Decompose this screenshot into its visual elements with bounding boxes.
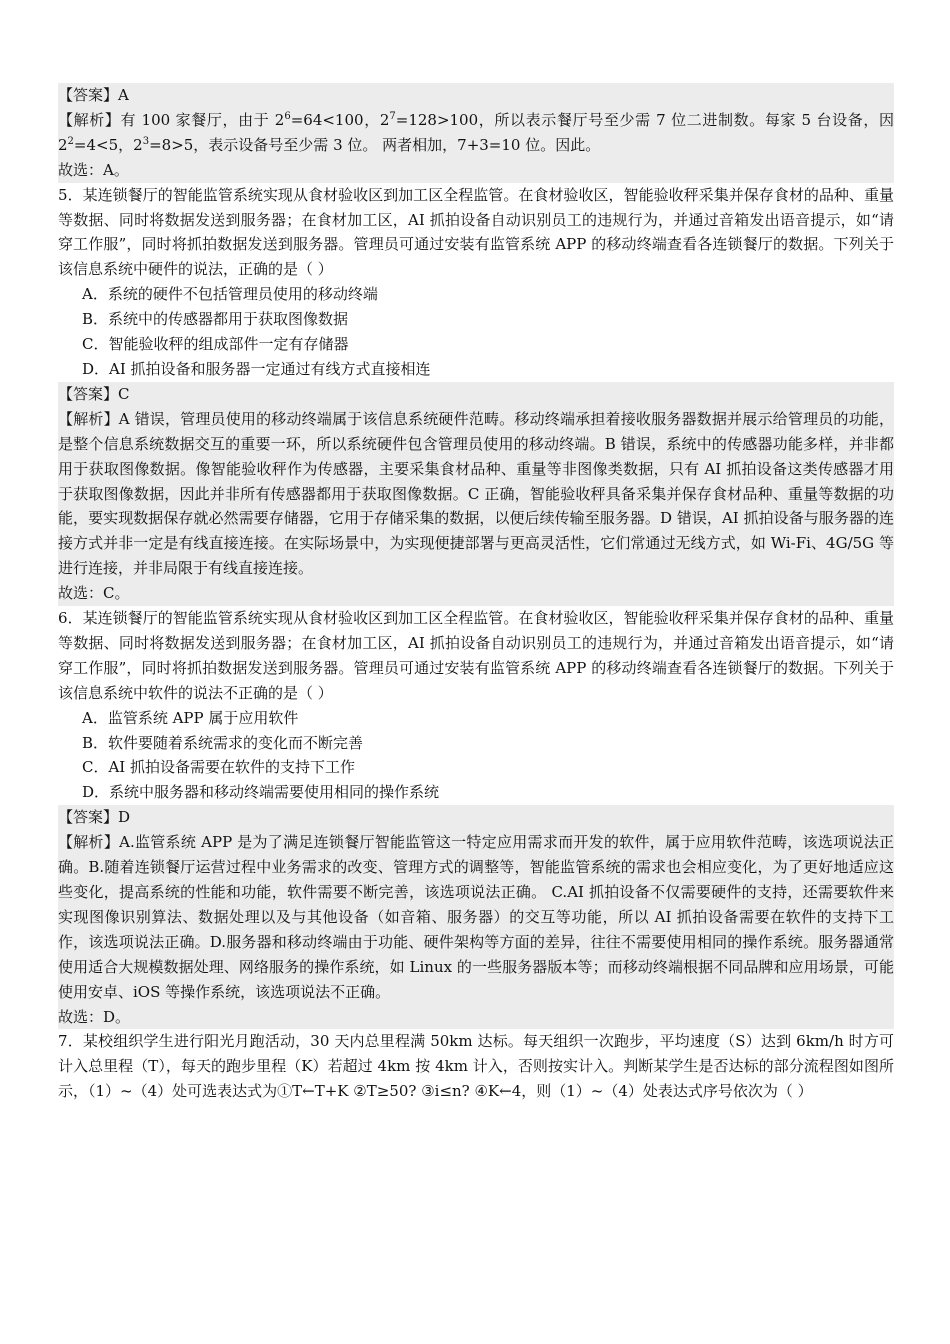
q5-option-c: C．智能验收秤的组成部件一定有存储器	[82, 335, 349, 354]
q4-explanation-part: 【解析】有 100 家餐厅，由于 2	[58, 110, 285, 129]
q5-option-d: D．AI 抓拍设备和服务器一定通过有线方式直接相连	[82, 359, 431, 378]
q5-answer-block	[58, 382, 894, 606]
exponent: 3	[142, 135, 150, 147]
q4-explanation-part: =4<5，2	[73, 135, 143, 154]
q4-explanation-part: =128>100，所以表示餐厅号至少需 7 位二进制数。每家 5 台设备，因 2	[58, 110, 894, 154]
q4-answer: 【答案】A	[58, 86, 129, 104]
exponent: 7	[389, 110, 396, 122]
q4-explanation-part: =64<100，2	[290, 110, 390, 129]
q4-conclusion: 故选：A。	[58, 160, 129, 179]
q7-stem: 7．某校组织学生进行阳光月跑活动，30 天内总里程满 50km 达标。每天组织一次跑步，平均速度（S）达到 6km/h 时方可计入总里程（T），每天的跑步里程（K）若超过 4km 按 4km 计入，否则按实计入。判断某学生是否达标的部分流程图如图所示，（1）~（4）处可选表达式为①T←T+K ②T≥50? ③i≤n? ④K←4，则（1）~（4）处表达式序号依次为（ ）	[58, 1032, 894, 1101]
q4-answer-block	[58, 83, 894, 183]
q6-option-b: B．软件要随着系统需求的变化而不断完善	[82, 733, 364, 752]
q5-option-b: B．系统中的传感器都用于获取图像数据	[82, 310, 349, 329]
q6-option-a: A．监管系统 APP 属于应用软件	[82, 708, 299, 727]
q5-conclusion: 故选：C。	[58, 584, 130, 603]
document-body	[58, 83, 894, 1104]
q4-explanation	[58, 108, 894, 158]
exponent: 6	[284, 110, 291, 122]
q5-stem: 5．某连锁餐厅的智能监管系统实现从食材验收区到加工区全程监管。在食材验收区，智能验收秤采集并保存食材的品种、重量等数据、同时将数据发送到服务器；在食材加工区，AI 抓拍设备自动识别员工的违规行为，并通过音箱发出语音提示，如“请穿工作服”，同时将抓拍数据发送到服务器。管理员可通过安装有监管系统 APP 的移动终端查看各连锁餐厅的数据。下列关于该信息系统中硬件的说法，正确的是（ ）	[58, 185, 894, 279]
q5-explanation: 【解析】A 错误，管理员使用的移动终端属于该信息系统硬件范畴。移动终端承担着接收服务器数据并展示给管理员的功能，是整个信息系统数据交互的重要一环，所以系统硬件包含管理员使用的移动终端。B 错误，系统中的传感器功能多样，并非都用于获取图像数据。像智能验收秤作为传感器，主要采集食材品种、重量等非图像类数据，只有 AI 抓拍设备这类传感器才用于获取图像数据，因此并非所有传感器都用于获取图像数据。C 正确，智能验收秤具备采集并保存食材品种、重量等数据的功能，要实现数据保存就必然需要存储器，它用于存储采集的数据，以便后续传输至服务器。D 错误，AI 抓拍设备与服务器的连接方式并非一定是有线直接连接。在实际场景中，为实现便捷部署与更高灵活性，它们常通过无线方式，如 Wi-Fi、4G/5G 等进行连接，并非局限于有线直接连接。	[58, 409, 894, 578]
q6-explanation: 【解析】A.监管系统 APP 是为了满足连锁餐厅智能监管这一特定应用需求而开发的软件，属于应用软件范畴，该选项说法正确。B.随着连锁餐厅运营过程中业务需求的改变、管理方式的调整等，智能监管系统的需求也会相应变化，为了更好地适应这些变化，提高系统的性能和功能，软件需要不断完善，该选项说法正确。 C.AI 抓拍设备不仅需要硬件的支持，还需要软件来实现图像识别算法、数据处理以及与其他设备（如音箱、服务器）的交互等功能，所以 AI 抓拍设备需要在软件的支持下工作，该选项说法正确。D.服务器和移动终端由于功能、硬件架构等方面的差异，往往不需要使用相同的操作系统。服务器通常使用适合大规模数据处理、网络服务的操作系统，如 Linux 的一些服务器版本等；而移动终端根据不同品牌和应用场景，可能使用安卓、iOS 等操作系统，该选项说法不正确。	[58, 833, 894, 1001]
q6-option-c: C．AI 抓拍设备需要在软件的支持下工作	[82, 758, 356, 777]
q5-answer: 【答案】C	[58, 384, 130, 403]
q6-answer-block	[58, 805, 894, 1029]
q6-stem: 6．某连锁餐厅的智能监管系统实现从食材验收区到加工区全程监管。在食材验收区，智能验收秤采集并保存食材的品种、重量等数据、同时将数据发送到服务器；在食材加工区，AI 抓拍设备自动识别员工的违规行为，并通过音箱发出语音提示，如“请穿工作服”，同时将抓拍数据发送到服务器。管理员可通过安装有监管系统 APP 的移动终端查看各连锁餐厅的数据。下列关于该信息系统中软件的说法不正确的是（ ）	[58, 609, 894, 702]
q5-option-a: A．系统的硬件不包括管理员使用的移动终端	[82, 285, 378, 304]
exponent: 2	[67, 135, 74, 147]
q6-conclusion: 故选：D。	[58, 1007, 131, 1026]
q6-answer: 【答案】D	[58, 808, 131, 827]
q6-option-d: D．系统中服务器和移动终端需要使用相同的操作系统	[82, 783, 440, 802]
q4-explanation-part: =8>5，表示设备号至少需 3 位。 两者相加，7+3=10 位。因此。	[149, 135, 601, 154]
